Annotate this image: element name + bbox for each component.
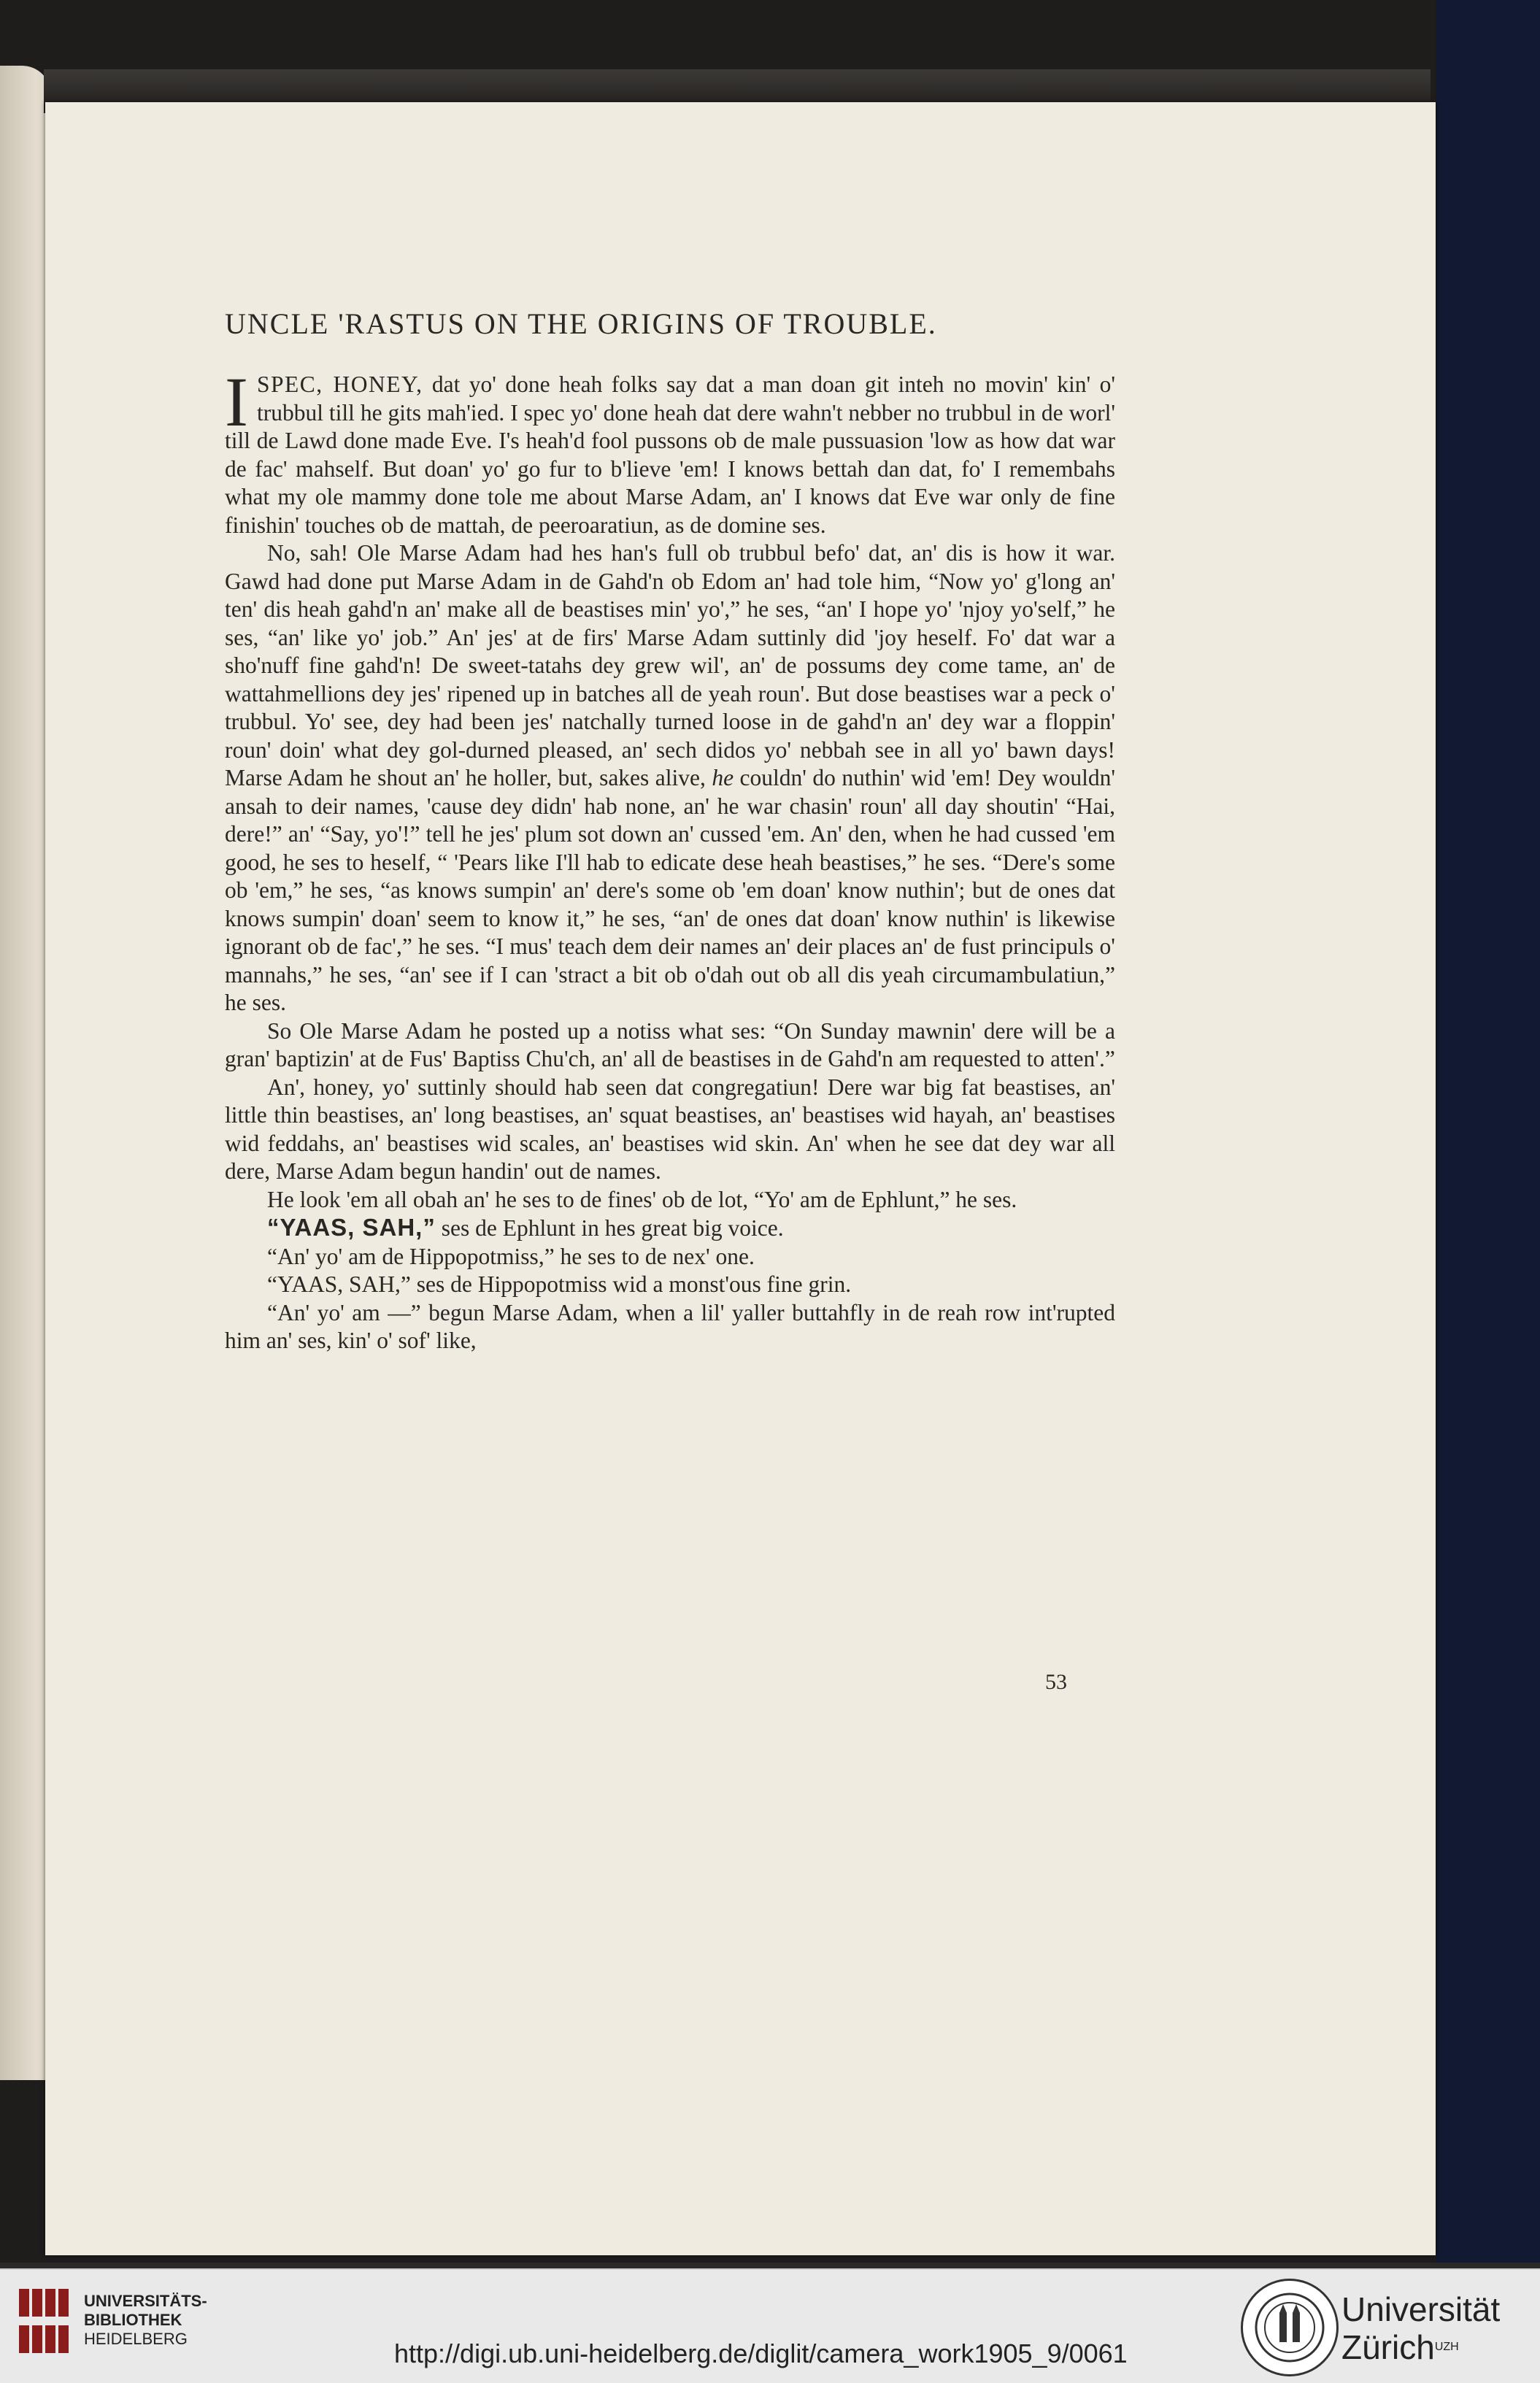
viewer-footer: [0, 2268, 1540, 2383]
permalink-url[interactable]: http://digi.ub.uni-heidelberg.de/diglit/camera_work1905_9/0061: [394, 2338, 1128, 2368]
paragraph-8: “YAAS, SAH,” ses de Hippopotmiss wid a monst'ous fine grin.: [267, 1271, 852, 1297]
paragraph-4: An', honey, yo' suttinly should hab seen dat congregatiun! Dere war big fat beastises, an' little thin beastises, an' long beastises, an' squat beastises, an' beastises wid hayah, an' beastises wid feddahs, an' beastises wid scales, an' beastises wid skin. An' when he see dat dey war all dere, Marse Adam begun handin' out de names.: [225, 1074, 1115, 1184]
yaas-sah-bold: “YAAS, SAH,”: [267, 1214, 436, 1241]
paragraph-6: “YAAS, SAH,” ses de Ephlunt in hes great big voice.: [267, 1214, 784, 1241]
ub-heidelberg-logo-icon[interactable]: [16, 2284, 71, 2357]
paragraph-7: “An' yo' am de Hippopotmiss,” he ses to de nex' one.: [267, 1243, 755, 1269]
uzh-name[interactable]: Universität Zürich$^{UZH}$: [1341, 2290, 1501, 2366]
ub-heidelberg-name[interactable]: UNIVERSITÄTS- BIBLIOTHEK HEIDELBERG: [84, 2292, 207, 2348]
paragraph-9: “An' yo' am —” begun Marse Adam, when a lil' yaller buttahfly in de reah row int'rupted him an' ses, kin' o' sof' like,: [225, 1299, 1115, 1353]
uzh-seal-icon[interactable]: [1241, 2279, 1339, 2376]
paragraph-3: So Ole Marse Adam he posted up a notiss what ses: “On Sunday mawnin' dere will be a gran' baptizin' at de Fus' Baptiss Chu'ch, an' all de beastises in de Gahd'n am requested to atten'.”: [225, 1017, 1115, 1071]
article-body: [225, 363, 1115, 1355]
page-title: UNCLE 'RASTUS ON THE ORIGINS OF TROUBLE.: [225, 307, 937, 340]
drop-cap: I: [225, 363, 248, 441]
left-page-edge: [0, 66, 51, 2080]
paragraph-5: He look 'em all obah an' he ses to de fines' ob de lot, “Yo' am de Ephlunt,” he ses.: [267, 1186, 1017, 1212]
page-number: 53: [1045, 1670, 1067, 1694]
paragraph-1: ISPEC, HONEY, dat yo' done heah folks say dat a man doan git inteh no movin' kin' o' trubbul till he gits mah'ied. I spec yo' done heah dat dere wahn't nebber no trubbul in de worl' till de Lawd done made Eve. I's heah'd fool pussons ob de male pussuasion 'low as how dat war de fac' mahself. But doan' yo' go fur to b'lieve 'em! I knows bettah dan dat, fo' I remembahs what my ole mammy done tole me about Marse Adam, an' I knows dat Eve war only de fine finishin' touches ob de mattah, de peeroaratiun, as de domine ses.: [225, 363, 1115, 538]
paragraph-2: No, sah! Ole Marse Adam had hes han's full ob trubbul befo' dat, an' dis is how it war. Gawd had done put Marse Adam in de Gahd'n ob Edom an' had tole him, “Now yo' g'long an' ten' dis heah gahd'n an' make all de beastises min' yo',” he ses, “an' I hope yo' 'njoy yo'self,” he ses, “an' like yo' job.” An' jes' at de firs' Marse Adam suttinly did 'joy heself. Fo' dat war a sho'nuff fine gahd'n! De sweet-tatahs dey grew wil', an' de possums dey come tame, an' de wattahmellions dey jes' ripened up in batches all de yeah roun'. But dose beastises war a peck o' trubbul. Yo' see, dey had been jes' natchally turned loose in de gahd'n an' dey war a floppin' roun' doin' what dey gol-durned pleased, an' sech didos yo' nebbah see in all yo' bawn days! Marse Adam he shout an' he holler, but, sakes alive, he couldn' do nuthin' wid 'em! Dey wouldn' ansah to deir names, 'cause dey didn' hab none, an' he war chasin' roun' all day shoutin' “Hai, dere!” an' “Say, yo'!” tell he jes' plum sot down an' cussed 'em. An' den, when he had cussed 'em good, he ses to heself, “ 'Pears like I'll hab to edicate dese heah beastises,” he ses. “Dere's some ob 'em,” he ses, “as knows sumpin' an' dere's some ob 'em doan' know nuthin'; but de ones dat knows sumpin' doan' seem to know it,” he ses, “an' de ones dat doan' know nuthin' is likewise ignorant ob de fac',” he ses. “I mus' teach dem deir names an' deir places an' de fust principuls o' mannahs,” he ses, “an' see if I can 'stract a bit ob o'dah out ob all dis yeah circumambulatiun,” he ses.: [225, 540, 1115, 1015]
italic-he: he: [712, 765, 734, 790]
right-dark-strip: [1436, 0, 1540, 2263]
